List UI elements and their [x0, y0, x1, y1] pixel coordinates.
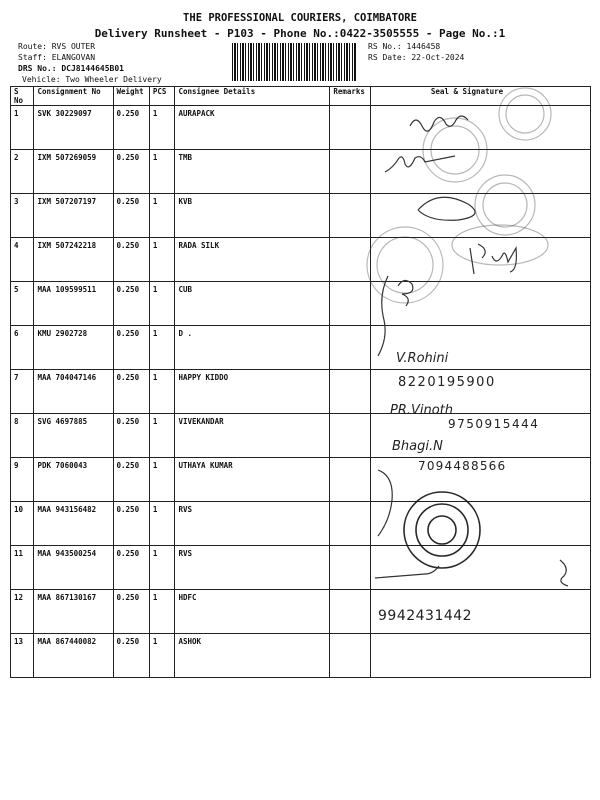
table-row — [11, 238, 591, 282]
handwriting-row8-phone: 9750915444 — [448, 417, 540, 431]
row-sno: 8 — [11, 414, 34, 458]
row-remarks — [330, 326, 371, 370]
row-weight: 0.250 — [113, 106, 149, 150]
row-pcs: 1 — [149, 326, 175, 370]
row-pcs: 1 — [149, 634, 175, 678]
header-pcs: PCS — [149, 87, 175, 106]
table-row — [11, 150, 591, 194]
row-remarks — [330, 414, 371, 458]
row-consignment-no: SVK 30229097 — [34, 106, 113, 150]
table-row — [11, 590, 591, 634]
vehicle-label: Vehicle: Two Wheeler Delivery — [22, 75, 162, 84]
row-signature — [370, 238, 590, 282]
row-pcs: 1 — [149, 414, 175, 458]
row-remarks — [330, 282, 371, 326]
route-label: Route: RVS OUTER — [18, 42, 96, 51]
row-consignee: VIVEKANDAR — [175, 414, 330, 458]
row-consignee: TMB — [175, 150, 330, 194]
header-weight: Weight — [113, 87, 149, 106]
handwriting-row7-phone: 8220195900 — [398, 375, 496, 390]
meta-right — [368, 41, 464, 63]
table-row — [11, 282, 591, 326]
table-row — [11, 546, 591, 590]
row-consignment-no: MAA 867440082 — [34, 634, 113, 678]
rs-date-label: RS Date: 22-Oct-2024 — [368, 53, 465, 62]
row-weight: 0.250 — [113, 194, 149, 238]
company-title: THE PROFESSIONAL COURIERS, COIMBATORE — [183, 12, 417, 24]
row-sno: 2 — [11, 150, 34, 194]
row-signature — [370, 634, 590, 678]
row-consignment-no: SVG 4697885 — [34, 414, 113, 458]
row-sno: 10 — [11, 502, 34, 546]
header-consignment: Consignment No — [34, 87, 113, 106]
row-weight: 0.250 — [113, 150, 149, 194]
row-pcs: 1 — [149, 150, 175, 194]
table-row — [11, 370, 591, 414]
row-pcs: 1 — [149, 370, 175, 414]
table-header-row — [11, 87, 591, 106]
row-sno: 4 — [11, 238, 34, 282]
row-remarks — [330, 546, 371, 590]
handwriting-row9-name: Bhagi.N — [392, 439, 443, 454]
row-signature — [370, 282, 590, 326]
row-consignment-no: MAA 704047146 — [34, 370, 113, 414]
handwriting-row8-name: PR.Vinoth — [390, 403, 454, 418]
row-consignment-no: MAA 867130167 — [34, 590, 113, 634]
row-consignee: UTHAYA KUMAR — [175, 458, 330, 502]
table-row — [11, 106, 591, 150]
handwriting-row13-phone: 9942431442 — [378, 608, 473, 624]
staff-label: Staff: ELANGOVAN — [18, 53, 96, 62]
row-sno: 13 — [11, 634, 34, 678]
row-signature — [370, 370, 590, 414]
runsheet-table — [10, 86, 591, 678]
row-consignment-no: PDK 7060043 — [34, 458, 113, 502]
handwriting-row7-name: V.Rohini — [396, 351, 449, 366]
row-remarks — [330, 194, 371, 238]
table-row — [11, 502, 591, 546]
table-row — [11, 194, 591, 238]
row-pcs: 1 — [149, 282, 175, 326]
rs-no-label: RS No.: 1446458 — [368, 42, 441, 51]
row-consignee: HDFC — [175, 590, 330, 634]
header-consignee: Consignee Details — [175, 87, 330, 106]
row-consignment-no: MAA 109599511 — [34, 282, 113, 326]
row-consignee: RVS — [175, 502, 330, 546]
row-signature — [370, 546, 590, 590]
meta-left — [18, 41, 162, 85]
table-row — [11, 634, 591, 678]
row-consignment-no: KMU 2902728 — [34, 326, 113, 370]
row-pcs: 1 — [149, 590, 175, 634]
row-pcs: 1 — [149, 458, 175, 502]
handwriting-row9-phone: 7094488566 — [418, 459, 507, 473]
row-weight: 0.250 — [113, 414, 149, 458]
row-weight: 0.250 — [113, 546, 149, 590]
row-weight: 0.250 — [113, 326, 149, 370]
runsheet-title: Delivery Runsheet - P103 - Phone No.:0422-3505555 - Page No.:1 — [94, 27, 506, 40]
row-pcs: 1 — [149, 546, 175, 590]
row-signature — [370, 458, 590, 502]
row-consignment-no: IXM 507269059 — [34, 150, 113, 194]
row-weight: 0.250 — [113, 282, 149, 326]
row-sno: 9 — [11, 458, 34, 502]
table-row — [11, 414, 591, 458]
row-signature — [370, 326, 590, 370]
row-remarks — [330, 590, 371, 634]
row-pcs: 1 — [149, 502, 175, 546]
table-row — [11, 458, 591, 502]
row-consignee: ASHOK — [175, 634, 330, 678]
row-consignee: RADA SILK — [175, 238, 330, 282]
row-remarks — [330, 458, 371, 502]
row-sno: 11 — [11, 546, 34, 590]
row-sno: 7 — [11, 370, 34, 414]
row-remarks — [330, 502, 371, 546]
row-pcs: 1 — [149, 194, 175, 238]
header-remarks: Remarks — [330, 87, 371, 106]
row-consignee: KVB — [175, 194, 330, 238]
row-weight: 0.250 — [113, 502, 149, 546]
row-sno: 5 — [11, 282, 34, 326]
row-signature — [370, 414, 590, 458]
barcode — [232, 43, 357, 81]
drs-label: DRS No.: DCJ8144645B01 — [18, 64, 124, 73]
row-weight: 0.250 — [113, 238, 149, 282]
row-consignee: D . — [175, 326, 330, 370]
row-weight: 0.250 — [113, 590, 149, 634]
row-weight: 0.250 — [113, 370, 149, 414]
row-sno: 12 — [11, 590, 34, 634]
row-remarks — [330, 634, 371, 678]
row-weight: 0.250 — [113, 458, 149, 502]
row-signature — [370, 106, 590, 150]
row-signature — [370, 590, 590, 634]
table-row — [11, 326, 591, 370]
row-pcs: 1 — [149, 106, 175, 150]
header-signature: Seal & Signature — [370, 87, 590, 106]
row-remarks — [330, 150, 371, 194]
header-sno: S No — [11, 87, 34, 106]
row-consignment-no: IXM 507242218 — [34, 238, 113, 282]
row-signature — [370, 502, 590, 546]
row-weight: 0.250 — [113, 634, 149, 678]
row-sno: 3 — [11, 194, 34, 238]
row-pcs: 1 — [149, 238, 175, 282]
row-consignee: CUB — [175, 282, 330, 326]
row-remarks — [330, 238, 371, 282]
row-consignment-no: MAA 943156482 — [34, 502, 113, 546]
row-signature — [370, 150, 590, 194]
row-sno: 1 — [11, 106, 34, 150]
row-remarks — [330, 106, 371, 150]
row-remarks — [330, 370, 371, 414]
row-consignee: HAPPY KIDDO — [175, 370, 330, 414]
row-consignment-no: IXM 507207197 — [34, 194, 113, 238]
row-sno: 6 — [11, 326, 34, 370]
row-consignment-no: MAA 943500254 — [34, 546, 113, 590]
row-consignee: AURAPACK — [175, 106, 330, 150]
row-consignee: RVS — [175, 546, 330, 590]
row-signature — [370, 194, 590, 238]
